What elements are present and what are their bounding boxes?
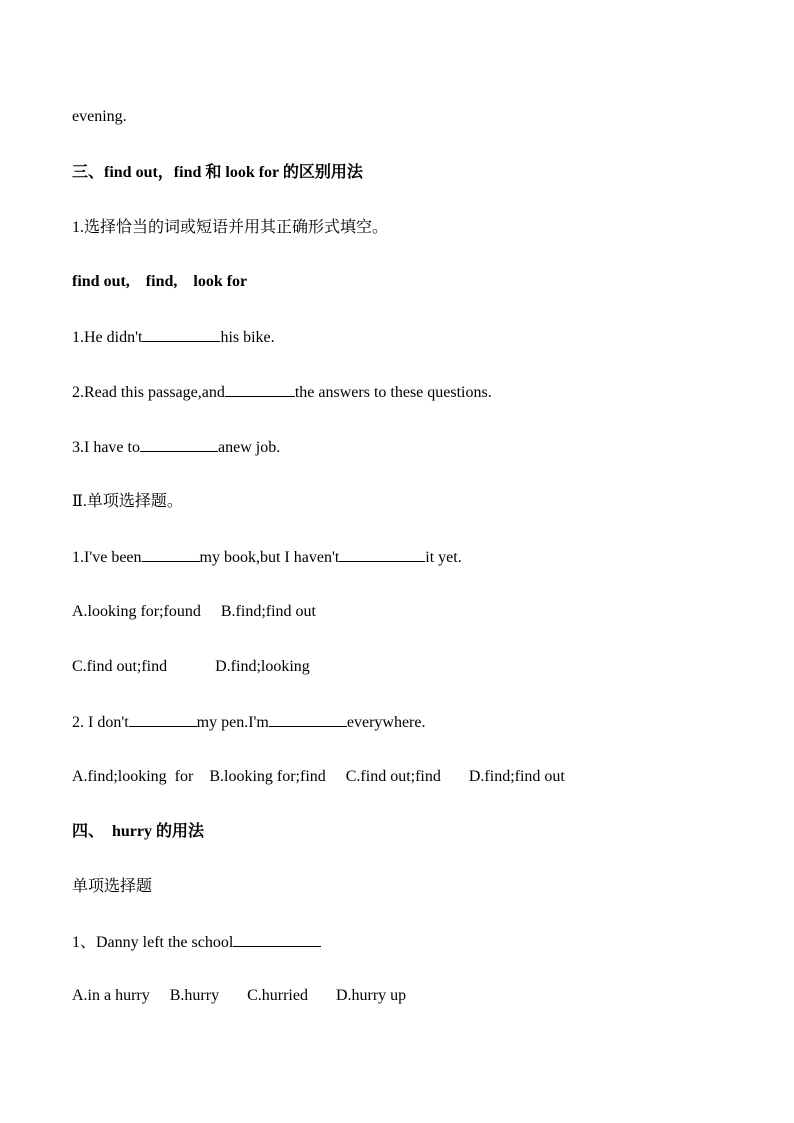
mc1-blank-1 [142, 547, 200, 562]
mc1-text-middle: my book,but I haven't [199, 549, 340, 566]
mc1-text-before: 1.I've been [72, 549, 142, 566]
hurry-question-1 [72, 932, 321, 953]
q2-text-before: 2.Read this passage,and [72, 384, 225, 401]
text-evening: evening. [72, 108, 127, 125]
mc2-blank-1 [129, 712, 197, 727]
mc1-options-cd: C.find out;find D.find;looking [72, 658, 310, 675]
mc-question-1 [72, 547, 462, 568]
q3-blank [140, 437, 218, 452]
mc1-options-ab: A.looking for;found B.find;find out [72, 603, 316, 620]
mc2-text-middle: my pen.I'm [196, 714, 269, 731]
question-3 [72, 437, 280, 458]
q2-blank [225, 382, 295, 397]
question-1 [72, 327, 275, 348]
mc2-text-after: everywhere. [346, 714, 426, 731]
mc1-blank-2 [339, 547, 425, 562]
mc2-text-before: 2. I don't [72, 714, 129, 731]
q1-text-before: 1.He didn't [72, 329, 143, 346]
section-4-title: 四、 hurry 的用法 [72, 823, 205, 840]
q2-text-after: the answers to these questions. [294, 384, 492, 401]
q1-blank [142, 327, 220, 342]
q3-text-before: 3.I have to [72, 439, 140, 456]
mc-question-2 [72, 712, 425, 733]
hurry-question-1-options: A.in a hurry B.hurry C.hurried D.hurry up [72, 987, 407, 1004]
mc1-text-after: it yet. [425, 549, 462, 566]
exercise-1-instruction: 1.选择恰当的词或短语并用其正确形式填空。 [72, 219, 389, 236]
h1-text: 1、Danny left the school [72, 934, 234, 951]
mc2-options: A.find;looking for B.looking for;find C.find out;find D.find;find out [72, 768, 565, 785]
section-4-subtitle: 单项选择题 [72, 878, 153, 895]
q1-text-after: his bike. [220, 329, 275, 346]
mc2-blank-2 [269, 712, 347, 727]
h1-blank [233, 932, 321, 947]
word-bank: find out, find, look for [72, 273, 248, 290]
part-2-title: Ⅱ.单项选择题。 [72, 493, 183, 510]
question-2 [72, 382, 492, 403]
q3-text-after: anew job. [217, 439, 281, 456]
section-3-title: 三、find out，find 和 look for 的区别用法 [72, 164, 363, 181]
